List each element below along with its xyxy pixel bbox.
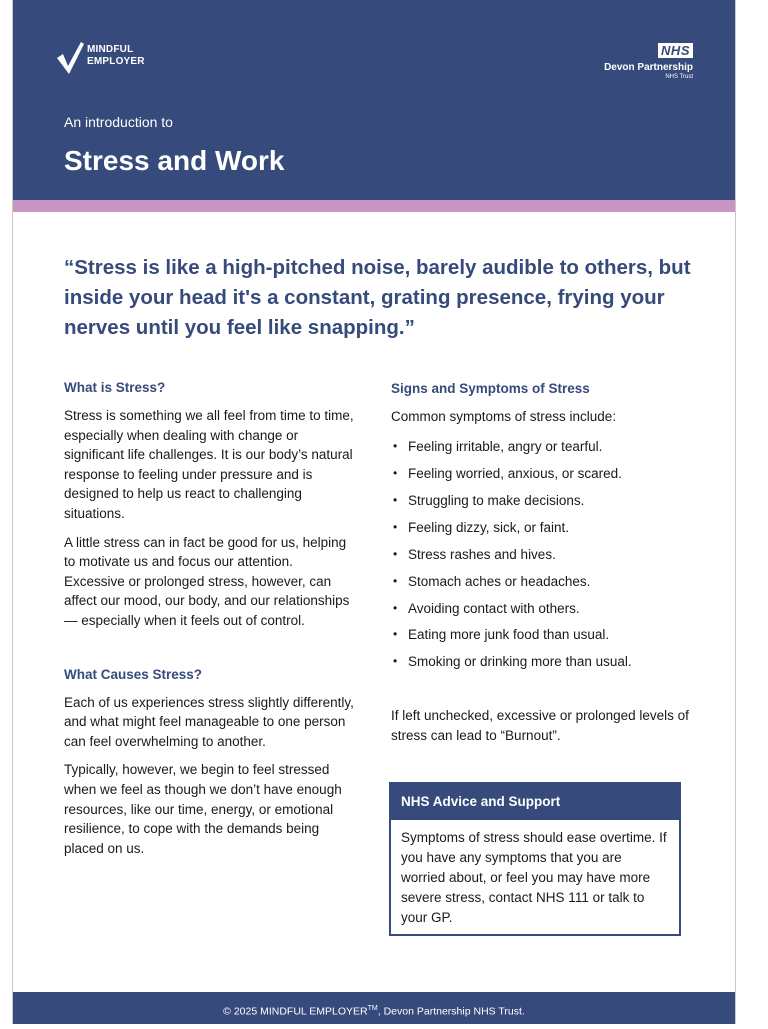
advice-heading: NHS Advice and Support — [391, 784, 679, 820]
trust-name: Devon Partnership — [604, 62, 693, 73]
copyright-suffix: , Devon Partnership NHS Trust. — [377, 1005, 525, 1018]
signs-heading: Signs and Symptoms of Stress — [391, 381, 590, 396]
leaflet-page — [12, 0, 736, 1024]
symptom-list — [391, 437, 691, 672]
what-is-stress-paragraph-1: Stress is something we all feel from time to time, especially when dealing with change or significant life challenges. It is our body’s natural response to feeling under pressure and is designed to help us react to challenging situations. — [64, 408, 354, 521]
pull-quote: “Stress is like a high-pitched noise, barely audible to others, but inside your head it's a constant, grating presence, frying your nerves until you feel like snapping.” — [64, 256, 691, 339]
copyright-footer — [13, 992, 735, 1024]
header-banner — [13, 0, 735, 200]
trademark-mark: TM — [367, 1005, 378, 1012]
checkmark-icon — [55, 40, 85, 76]
what-is-stress-paragraph-2: A little stress can in fact be good for us, helping to motivate us and focus our attention. Excessive or prolonged stress, however, can affect our mood, our body, and our relationships — especially when it feels out of control. — [64, 534, 350, 628]
signs-intro: Common symptoms of stress include: — [391, 409, 617, 424]
list-item: • Feeling worried, anxious, or scared. — [391, 464, 691, 484]
copyright-prefix: © 2025 MINDFUL EMPLOYER — [223, 1005, 368, 1018]
what-causes-stress-paragraph-2: Typically, however, we begin to feel stressed when we feel as though we don’t have enough resources, like our time, energy, or emotional resilience, to cope with the demands being placed on us. — [64, 762, 342, 856]
list-item: • Struggling to make decisions. — [391, 491, 691, 511]
page-title: Stress and Work — [64, 145, 285, 176]
trust-subtitle: NHS Trust — [665, 74, 693, 80]
mindful-employer-logo — [55, 40, 145, 76]
right-column — [391, 379, 691, 754]
nhs-advice-box — [389, 782, 681, 936]
nhs-trust-logo — [604, 42, 693, 81]
list-item: • Stress rashes and hives. — [391, 545, 691, 565]
what-is-stress-heading: What is Stress? — [64, 380, 166, 395]
advice-body: Symptoms of stress should ease overtime. If you have any symptoms that you are worried about, or feel you may have more severe stress, contact NHS 111 or talk to your GP. — [401, 830, 667, 925]
logo-line-2: EMPLOYER — [87, 56, 145, 67]
list-item: • Stomach aches or headaches. — [391, 572, 691, 592]
burnout-text: If left unchecked, excessive or prolonged levels of stress can lead to “Burnout”. — [391, 708, 689, 743]
list-item: • Feeling irritable, angry or tearful. — [391, 437, 691, 457]
accent-divider — [13, 200, 735, 212]
list-item: • Feeling dizzy, sick, or faint. — [391, 518, 691, 538]
list-item: • Eating more junk food than usual. — [391, 625, 691, 645]
intro-text: An introduction to — [64, 114, 173, 130]
what-causes-stress-heading: What Causes Stress? — [64, 666, 203, 682]
what-causes-stress-paragraph-1: Each of us experiences stress slightly differently, and what might feel manageable to one person can feel overwhelming to another. — [64, 694, 354, 749]
list-item: • Avoiding contact with others. — [391, 599, 691, 619]
logo-line-1: MINDFUL — [87, 44, 134, 55]
nhs-badge: NHS — [658, 43, 693, 58]
list-item: • Smoking or drinking more than usual. — [391, 652, 691, 672]
left-column — [64, 378, 354, 867]
